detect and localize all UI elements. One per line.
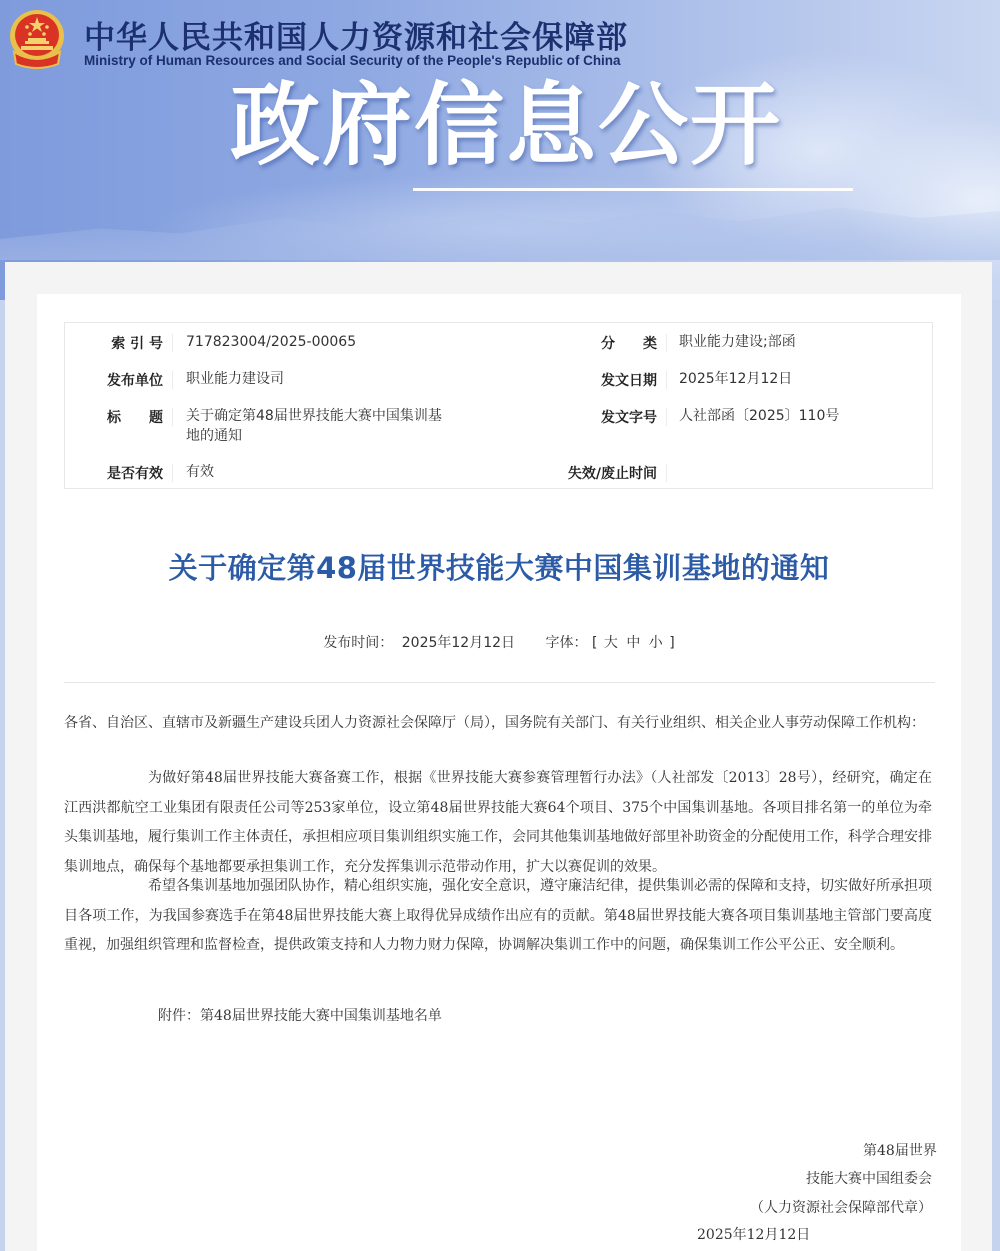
great-wall-background — [0, 190, 1000, 260]
font-small-button[interactable]: 小 — [648, 635, 663, 651]
issue-date-value: 2025年12月12日 — [679, 371, 793, 387]
separator — [666, 408, 667, 426]
separator — [172, 464, 173, 482]
salutation: 各省、自治区、直辖市及新疆生产建设兵团人力资源社会保障厅（局），国务院有关部门、有关行业组织、相关企业人事劳动保障工作机构： — [64, 715, 925, 731]
signature-line-3: （人力资源社会保障部代章） — [750, 1200, 932, 1216]
font-large-button[interactable]: 大 — [603, 635, 618, 651]
banner-divider — [413, 188, 853, 191]
font-bracket-close: ] — [669, 635, 675, 651]
article-title: 关于确定第48届世界技能大赛中国集训基地的通知 — [168, 551, 830, 585]
font-medium-button[interactable]: 中 — [626, 635, 641, 651]
separator — [666, 464, 667, 482]
validity-value: 有效 — [186, 464, 214, 480]
separator — [172, 371, 173, 389]
title-value-line2: 地的通知 — [186, 428, 242, 444]
separator — [666, 334, 667, 352]
publish-date: 2025年12月12日 — [401, 635, 516, 651]
doc-no-value: 人社部函〔2025〕110号 — [679, 408, 840, 424]
category-label: 分 类 — [601, 336, 657, 352]
separator — [666, 371, 667, 389]
font-size-control — [545, 632, 674, 652]
title-value — [186, 406, 442, 446]
index-no-label: 索 引 号 — [111, 336, 163, 352]
signature-line-2: 技能大赛中国组委会 — [806, 1171, 932, 1187]
section-title: 政府信息公开 — [230, 73, 782, 178]
signature-line-1: 第48届世界 — [863, 1143, 937, 1159]
doc-no-label: 发文字号 — [601, 410, 657, 426]
publish-label: 发布时间： — [323, 635, 394, 651]
publisher-label: 发布单位 — [107, 373, 163, 389]
font-label: 字体： — [545, 635, 588, 651]
ministry-name-en: Ministry of Human Resources and Social Security of the People's Republic of China — [84, 53, 621, 68]
expiry-label: 失效/废止时间 — [567, 466, 657, 482]
title-value-line1: 关于确定第48届世界技能大赛中国集训基 — [186, 408, 442, 424]
article-divider — [64, 682, 935, 683]
national-emblem-icon — [8, 8, 66, 72]
validity-label: 是否有效 — [107, 466, 163, 482]
publisher-value: 职业能力建设司 — [186, 371, 284, 387]
index-no-value: 717823004/2025-00065 — [186, 334, 357, 350]
signature-date: 2025年12月12日 — [697, 1227, 811, 1243]
paragraph-1: 为做好第48届世界技能大赛备赛工作，根据《世界技能大赛参赛管理暂行办法》（人社部发〔2013〕28号），经研究，确定在江西洪都航空工业集团有限责任公司等253家单位，设立第48届世界技能大赛64个项目、375个中国集训基地。各项目排名第一的单位为牵头集训基地，履行集训工作主体责任，承担相应项目集训组织实施工作，会同其他集训基地做好部里补助资金的分配使用工作，科学合理安排集训地点，确保每个基地都要承担集训工作，充分发挥集训示范带动作用，扩大以赛促训的效果。 — [64, 770, 932, 875]
title-label: 标 题 — [107, 410, 163, 426]
header-banner — [0, 0, 1000, 300]
separator — [172, 408, 173, 426]
document-metadata-table — [64, 322, 933, 489]
issue-date-label: 发文日期 — [601, 373, 657, 389]
attachment-link[interactable]: 附件：第48届世界技能大赛中国集训基地名单 — [158, 1008, 442, 1024]
category-value: 职业能力建设;部函 — [679, 334, 796, 350]
separator — [172, 334, 173, 352]
publish-info — [37, 632, 961, 652]
font-bracket-open: [ — [591, 635, 598, 651]
paragraph-2: 希望各集训基地加强团队协作，精心组织实施，强化安全意识，遵守廉洁纪律，提供集训必需的保障和支持，切实做好所承担项目各项工作，为我国参赛选手在第48届世界技能大赛上取得优异成绩作出应有的贡献。第48届世界技能大赛各项目集训基地主管部门要高度重视，加强组织管理和监督检查，提供政策支持和人力物力财力保障，协调解决集训工作中的问题，确保集训工作公平公正、安全顺利。 — [64, 878, 932, 953]
ministry-name-cn: 中华人民共和国人力资源和社会保障部 — [84, 20, 628, 56]
